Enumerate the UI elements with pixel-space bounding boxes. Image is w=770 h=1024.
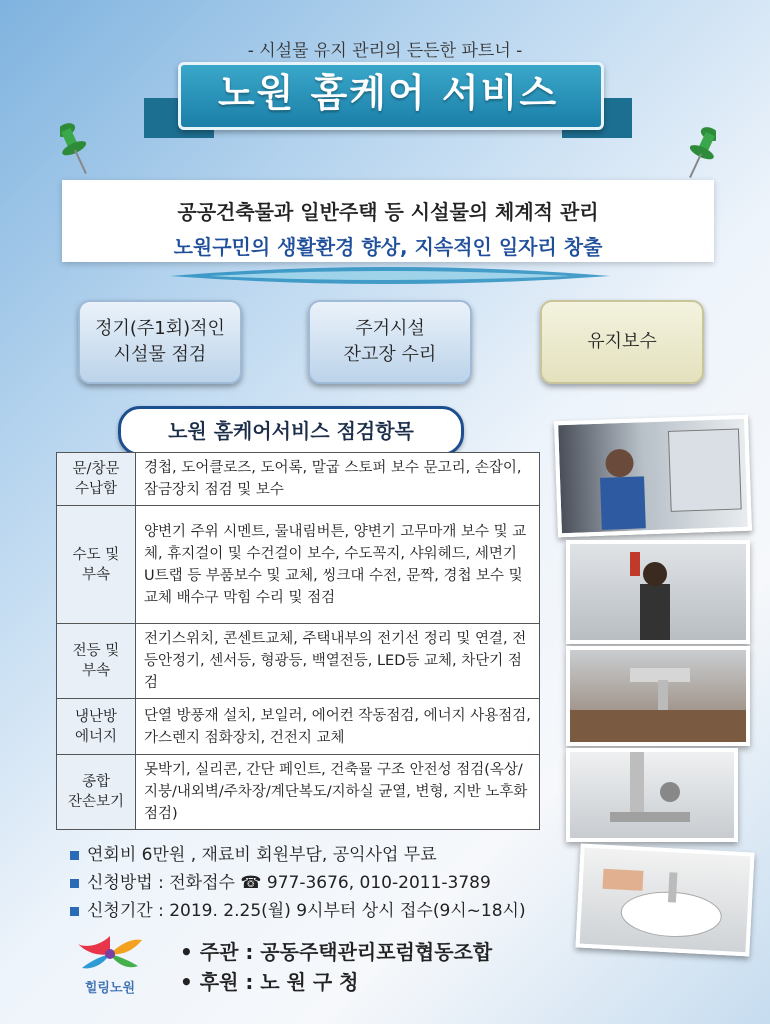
photo-faucet	[566, 646, 750, 746]
healing-nowon-logo	[70, 926, 150, 1000]
info-fee: 연회비 6만원 , 재료비 회원부담, 공익사업 무료	[70, 840, 437, 865]
service-label: 주거시설	[355, 318, 425, 339]
intro-banner	[62, 180, 714, 262]
organizer-sponsor: • 후원 : 노 원 구 청	[180, 970, 359, 994]
worker-image	[570, 544, 746, 640]
category-cell: 종합 잔손보기	[57, 755, 136, 830]
title-ribbon	[178, 62, 598, 132]
page-title: 노원 홈케어 서비스	[217, 71, 559, 115]
logo-text: 힐링노원	[84, 981, 136, 996]
banner-line-1: 공공건축물과 일반주택 등 시설물의 체계적 관리	[177, 200, 599, 224]
photo-light-repair	[566, 540, 750, 644]
service-label: 잔고장 수리	[343, 344, 437, 365]
description-cell: 전기스위치, 콘센트교체, 주택내부의 전기선 정리 및 연결, 전등안정기, 센서등, 형광등, 백열전등, LED등 교체, 차단기 점검	[136, 624, 540, 699]
service-box-repair	[308, 300, 472, 384]
checklist-table	[56, 452, 540, 830]
service-label: 유지보수	[587, 331, 657, 352]
checklist-title: 노원 홈케어서비스 점검항목	[118, 406, 464, 456]
description-cell: 못박기, 실리콘, 간단 페인트, 건축물 구조 안전성 점검(옥상/지붕/내외벽/주차장/계단복도/지하실 균열, 변형, 지반 노후화 점검)	[136, 755, 540, 830]
description-cell: 경첩, 도어클로즈, 도어록, 말굽 스토퍼 보수 문고리, 손잡이, 잠금장치 점검 및 보수	[136, 453, 540, 506]
info-apply: 신청방법 : 전화접수 ☎ 977-3676, 010-2011-3789	[70, 868, 491, 893]
info-period: 신청기간 : 2019. 2.25(월) 9시부터 상시 접수(9시~18시)	[70, 896, 526, 921]
pushpin-icon	[60, 120, 90, 180]
bullet-square-icon	[70, 851, 79, 860]
service-box-maintenance	[540, 300, 704, 384]
category-cell: 냉난방 에너지	[57, 699, 136, 755]
bullet-square-icon	[70, 879, 79, 888]
service-box-regular-inspection	[78, 300, 242, 384]
category-cell: 문/창문 수납함	[57, 453, 136, 506]
category-cell: 전등 및 부속	[57, 624, 136, 699]
tagline: - 시설물 유지 관리의 든든한 파트너 -	[247, 41, 523, 61]
wave-decoration	[170, 262, 610, 290]
sink-image	[580, 848, 751, 953]
pipe-image	[570, 752, 734, 838]
banner-line-2: 노원구민의 생활환경 향상, 지속적인 일자리 창출	[173, 235, 603, 259]
worker-image	[558, 419, 748, 533]
table-row	[57, 453, 540, 506]
faucet-image	[570, 650, 746, 742]
photo-sink	[575, 844, 754, 957]
table-row	[57, 624, 540, 699]
table-row	[57, 506, 540, 624]
category-cell: 수도 및 부속	[57, 506, 136, 624]
bullet-square-icon	[70, 907, 79, 916]
description-cell: 양변기 주위 시멘트, 물내림버튼, 양변기 고무마개 보수 및 교체, 휴지걸이 및 수건걸이 보수, 수도꼭지, 샤워헤드, 세면기 U트랩 등 부품보수 및 교체, 씽크대 수전, 문짝, 경첩 보수 및 교체 배수구 막힘 수리 및 점검	[136, 506, 540, 624]
service-label: 시설물 점검	[113, 344, 207, 365]
photo-window-repair	[554, 415, 752, 538]
organizer-host: • 주관 : 공동주택관리포럼협동조합	[180, 940, 493, 964]
description-cell: 단열 방풍재 설치, 보일러, 에어컨 작동점검, 에너지 사용점검, 가스렌지 점화장치, 건전지 교체	[136, 699, 540, 755]
photo-pipe	[566, 748, 738, 842]
table-row	[57, 699, 540, 755]
service-label: 정기(주1회)적인	[95, 318, 225, 339]
pushpin-icon	[686, 124, 716, 184]
table-row	[57, 755, 540, 830]
